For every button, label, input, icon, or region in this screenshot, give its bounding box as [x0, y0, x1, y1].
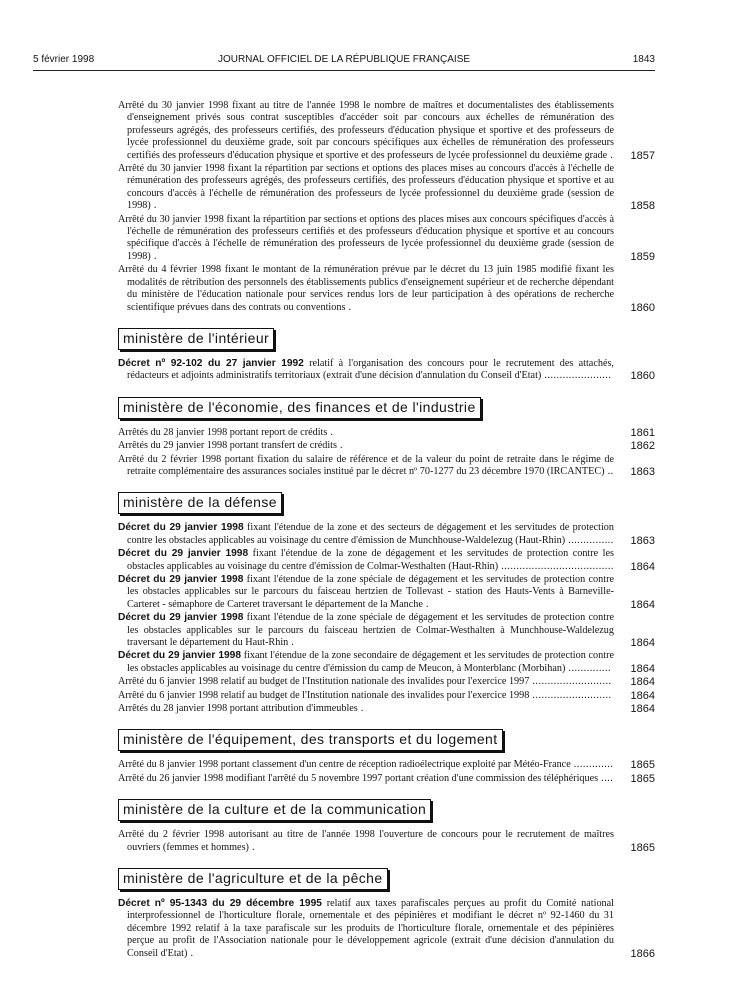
ministry-heading: ministère de l'intérieur — [118, 328, 274, 350]
entry-description: Arrêté du 6 janvier 1998 relatif au budget de l'Institution nationale des invalides pour l'exercice 1998 — [118, 689, 530, 701]
entry-description: fixant l'étendue de la zone spéciale de dégagement et les servitudes de protection contre les obstacles applicables sur le parcours du faisceau hertzien de Colmar-Westhalten à Munchhouse-Waldelezug traversant le département du Haut-Rhin — [127, 612, 614, 648]
entry-text — [118, 650, 614, 675]
dot-leader: .. — [604, 465, 614, 477]
entry-page-number: 1865 — [630, 759, 655, 772]
toc-entry — [118, 676, 655, 688]
ministry-entries — [118, 522, 655, 715]
ministry-heading: ministère de l'équipement, des transports et du logement — [118, 729, 503, 751]
entry-text — [118, 100, 614, 162]
dot-leader: ............... — [565, 534, 614, 546]
entry-page-number: 1864 — [630, 676, 655, 689]
ministry-section — [118, 868, 655, 890]
entry-text — [118, 522, 614, 547]
intro-entries — [118, 100, 655, 314]
entry-page-number: 1859 — [630, 250, 655, 263]
ministry-section — [118, 397, 655, 419]
toc-entry — [118, 214, 655, 264]
ministry-heading: ministère de la culture et de la communication — [118, 799, 431, 821]
dot-leader: . — [150, 250, 157, 262]
toc-entry — [118, 690, 655, 702]
entry-page-number: 1862 — [630, 440, 655, 453]
dot-leader: .......................... — [529, 676, 612, 688]
toc-entry — [118, 612, 655, 649]
entry-description: Arrêtés du 28 janvier 1998 portant attribution d'immeubles — [118, 703, 358, 715]
dot-leader: ...................... — [541, 370, 612, 382]
dot-leader: . — [607, 149, 614, 161]
entry-description: relatif à l'organisation des concours pour le recrutement des attachés, rédacteurs et adjoints administratifs territoriaux (extrait d'une décision d'annulation du Conseil d'Etat) — [127, 357, 614, 382]
table-of-contents — [118, 100, 655, 960]
entry-page-number: 1863 — [630, 465, 655, 478]
ministry-entries — [118, 427, 655, 479]
toc-entry — [118, 574, 655, 611]
dot-leader: . — [422, 598, 429, 610]
header-date: 5 février 1998 — [33, 54, 95, 65]
entry-decree-title: Décret nº 92-102 du 27 janvier 1992 — [118, 357, 304, 369]
entry-page-number: 1858 — [630, 200, 655, 213]
toc-entry — [118, 703, 655, 715]
toc-entry — [118, 100, 655, 162]
entry-text — [118, 440, 614, 452]
entry-description: Arrêté du 8 janvier 1998 portant classement d'un centre de réception radioélectrique exploité par Météo-France — [118, 759, 571, 771]
entry-page-number: 1864 — [630, 637, 655, 649]
dot-leader: ..................................... — [498, 560, 614, 572]
dot-leader: . — [288, 637, 295, 648]
ministry-entries — [118, 829, 655, 854]
entry-description: Arrêté du 30 janvier 1998 fixant la répartition par sections et options des places mises au concours d'accès à l'échelle de rémunération des professeurs agrégés, des professeurs certifiés, des professeurs d'éducation physique et sportive et au concours d'accès à l'échelle de rémunération des professeurs de lycée professionnel du deuxième grade (session de 1998) — [118, 163, 614, 212]
entry-page-number: 1866 — [630, 947, 655, 960]
entry-page-number: 1860 — [630, 301, 655, 314]
toc-entry — [118, 773, 655, 785]
ministry-section — [118, 799, 655, 821]
entry-description: Arrêté du 4 février 1998 fixant le montant de la rémunération prévue par le décret du 13 juin 1985 modifié fixant les modalités de rétribution des personnels des établissements publics d'enseignement supérieur et de recherche dépendant du ministère de l'éducation nationale pour services rendus lors de leur participation à des opérations de recherche scientifique prévues dans des contrats ou conventions — [118, 264, 614, 313]
entry-text — [118, 690, 614, 702]
entry-page-number: 1860 — [630, 370, 655, 383]
entry-description: Arrêté du 26 janvier 1998 modifiant l'arrêté du 5 novembre 1997 portant création d'une commission des téléphériques — [118, 772, 599, 784]
dot-leader: . — [248, 841, 256, 853]
dot-leader: . — [150, 200, 157, 212]
entry-page-number: 1865 — [630, 772, 655, 785]
entry-text — [118, 264, 614, 314]
page-header — [33, 54, 655, 68]
ministry-entries — [118, 358, 655, 383]
entry-description: Arrêté du 2 février 1998 portant fixation du salaire de référence et de la valeur du point de retraite dans le régime de retraite complémentaire des assurances sociales institué par le décret nº 70-1277 du 23 décembre 1970 (IRCANTEC) — [118, 453, 614, 477]
entry-description: fixant l'étendue de la zone secondaire de dégagement et les servitudes de protection contre les obstacles applicables au voisinage du centre d'émission du camp de Meucon, à Monterblanc (Morbihan) — [127, 650, 614, 674]
entry-text — [118, 454, 614, 479]
dot-leader: ............. — [570, 759, 614, 771]
entry-description: relatif aux taxes parafiscales perçues au profit du Comité national interprofessionnel de l'horticulture florale, ornementale et des pépinières et modifiant le décret nº 92-1460 du 31 décembre 1992 relatif à la taxe parafiscale sur les produits de l'horticulture florale, ornementale et des pépinières perçue au profit de l'Association nationale pour le développement agricole (extrait d'une décision d'annulation du Conseil d'Etat) — [127, 898, 614, 959]
dot-leader: . — [336, 440, 344, 452]
dot-leader: . — [345, 301, 352, 313]
entry-decree-title: Décret du 29 janvier 1998 — [118, 612, 244, 624]
entry-text — [118, 898, 614, 960]
dot-leader: .............. — [565, 662, 612, 674]
entry-text — [118, 574, 614, 611]
entry-description: Arrêté du 2 février 1998 autorisant au titre de l'année 1998 l'ouverture de concours pour le recrutement de maîtres ouvriers (femmes et hommes) — [118, 829, 614, 853]
ministry-entries — [118, 898, 655, 960]
entry-decree-title: Décret nº 95-1343 du 29 décembre 1995 — [118, 898, 322, 910]
ministry-heading: ministère de l'économie, des finances et de l'industrie — [118, 397, 481, 419]
header-rule — [33, 70, 655, 71]
dot-leader: . — [327, 426, 334, 438]
entry-decree-title: Décret du 29 janvier 1998 — [118, 573, 244, 585]
header-journal-title: JOURNAL OFFICIEL DE LA RÉPUBLIQUE FRANÇAISE — [217, 54, 471, 65]
dot-leader: .... — [598, 772, 614, 784]
ministry-section — [118, 328, 655, 350]
entry-decree-title: Décret du 29 janvier 1998 — [118, 522, 244, 534]
toc-entry — [118, 522, 655, 547]
toc-entry — [118, 454, 655, 479]
entry-text — [118, 548, 614, 573]
entry-page-number: 1857 — [630, 149, 655, 162]
entry-description: Arrêtés du 29 janvier 1998 portant transfert de crédits — [118, 440, 337, 452]
entry-description: fixant l'étendue de la zone et des secteurs de dégagement et les servitudes de protection contre les obstacles applicables au voisinage du centre d'émission de Munchhouse-Waldelezug (Haut-Rhin) — [127, 522, 614, 546]
entry-description: Arrêté du 6 janvier 1998 relatif au budget de l'Institution nationale des invalides pour l'exercice 1997 — [118, 676, 530, 688]
toc-entry — [118, 898, 655, 960]
entry-page-number: 1863 — [630, 534, 655, 547]
entry-page-number: 1864 — [630, 560, 655, 573]
entry-page-number: 1864 — [630, 598, 655, 611]
toc-entry — [118, 427, 655, 439]
entry-text — [118, 358, 614, 383]
ministry-heading: ministère de l'agriculture et de la pêche — [118, 868, 388, 890]
entry-text — [118, 759, 614, 771]
ministry-heading: ministère de la défense — [118, 492, 282, 514]
toc-entry — [118, 440, 655, 452]
entry-description: Arrêté du 30 janvier 1998 fixant au titre de l'année 1998 le nombre de maîtres et documentalistes des établissements d'enseignement privés sous contrat susceptibles d'accéder soit par concours aux échelles de rémunération des professeurs agrégés, des professeurs certifiés, des professeurs d'éducation physique et sportive et des professeurs de lycée professionnel du deuxième grade, soit par concours spécifiques aux échelles de rémunération des professeurs certifiés des professeurs d'éducation physique et sportive et des professeurs de lycée professionnel du deuxième grade — [118, 100, 614, 161]
entry-decree-title: Décret du 29 janvier 1998 — [118, 650, 241, 662]
entry-page-number: 1864 — [630, 689, 655, 702]
entry-page-number: 1864 — [630, 662, 655, 675]
entry-decree-title: Décret du 29 janvier 1998 — [118, 548, 249, 560]
toc-entry — [118, 650, 655, 675]
dot-leader: .......................... — [529, 689, 612, 701]
entry-text — [118, 829, 614, 854]
entry-text — [118, 214, 614, 264]
entry-page-number: 1861 — [630, 426, 655, 439]
entry-text — [118, 163, 614, 213]
dot-leader: . — [357, 703, 364, 715]
entry-description: Arrêtés du 28 janvier 1998 portant report de crédits — [118, 426, 328, 438]
ministry-entries — [118, 759, 655, 785]
ministry-sections — [118, 328, 655, 960]
entry-description: fixant l'étendue de la zone spéciale de dégagement et les servitudes de protection contre les obstacles applicables sur le parcours du faisceau hertzien de Tollevast - station des Hauts-Vents à Barneville-Carteret - sémaphore de Carteret traversant le département de la Manche — [127, 573, 614, 610]
toc-entry — [118, 548, 655, 573]
entry-description: Arrêté du 30 janvier 1998 fixant la répartition par sections et options des places mises aux concours spécifiques d'accès à l'échelle de rémunération des professeurs certifiés et des professeurs d'éducation physique et sportive et au concours spécifique d'accès à l'échelle de rémunération des professeurs de lycée professionnel du deuxième grade (session de 1998) — [118, 213, 614, 262]
toc-entry — [118, 163, 655, 213]
entry-text — [118, 773, 614, 785]
header-page-number: 1843 — [632, 54, 655, 65]
entry-text — [118, 612, 614, 649]
toc-entry — [118, 264, 655, 314]
entry-page-number: 1864 — [630, 703, 655, 716]
dot-leader: . — [187, 947, 194, 959]
ministry-section — [118, 729, 655, 751]
toc-entry — [118, 829, 655, 854]
entry-text — [118, 703, 614, 715]
entry-description: fixant l'étendue de la zone de dégagement et les servitudes de protection contre les obstacles applicables au voisinage du centre d'émission de Colmar-Westhalten (Haut-Rhin) — [127, 548, 614, 572]
toc-entry — [118, 759, 655, 771]
entry-page-number: 1865 — [630, 841, 655, 854]
entry-text — [118, 427, 614, 439]
entry-text — [118, 676, 614, 688]
ministry-section — [118, 492, 655, 514]
toc-entry — [118, 358, 655, 383]
